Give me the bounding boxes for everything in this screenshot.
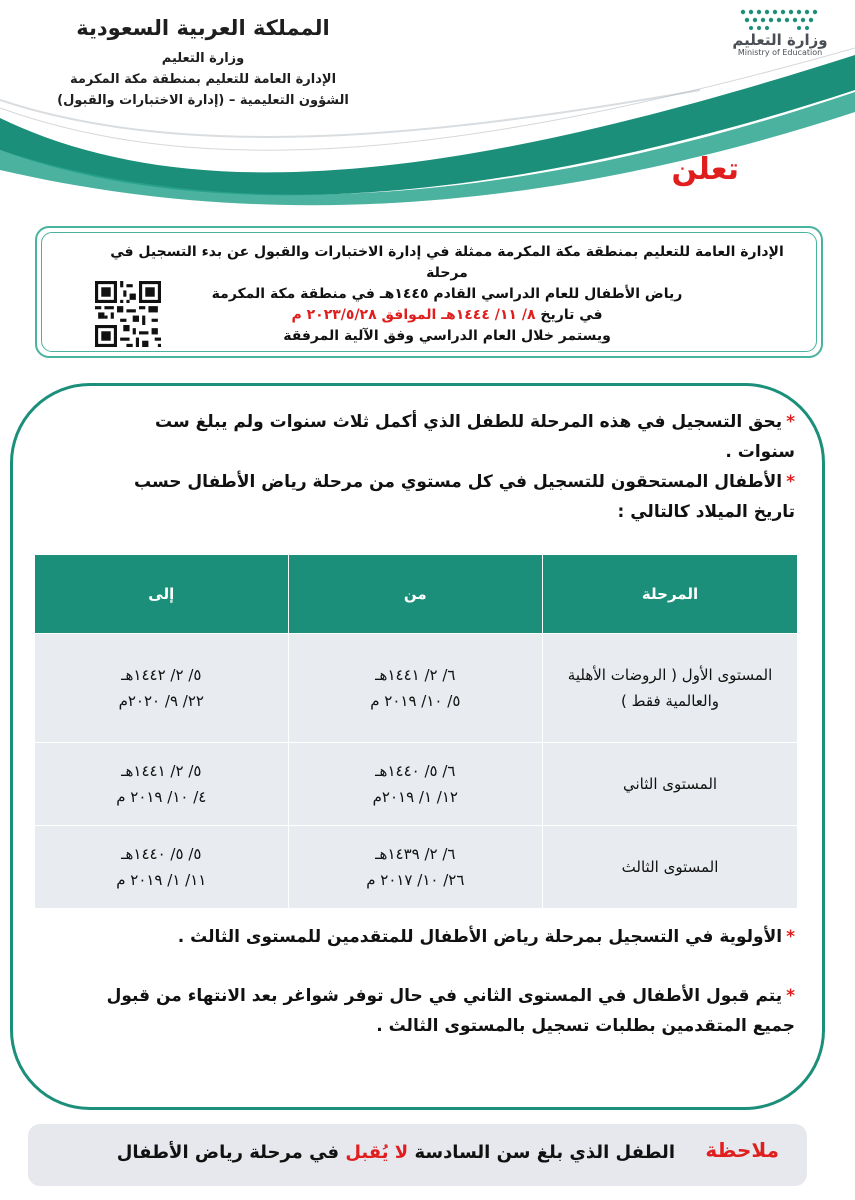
note-label: ملاحظة (705, 1138, 779, 1162)
table-row (35, 634, 798, 743)
bullet-star: * (786, 986, 795, 1006)
intro-text (87, 242, 807, 347)
level-cell: المستوى الثالث (543, 826, 798, 909)
table-row (35, 826, 798, 909)
to-cell (35, 743, 289, 826)
header-level: المرحلة (543, 555, 798, 634)
to-gregorian: ٢٢/ ٩/ ٢٠٢٠م (118, 692, 204, 710)
intro-line-4: ويستمر خلال العام الدراسي وفق الآلية المرفقة (283, 328, 611, 344)
age-table (34, 554, 798, 909)
from-gregorian: ٥/ ١٠/ ٢٠١٩ م (370, 692, 461, 710)
bullet-priority-text: الأولوية في التسجيل بمرحلة رياض الأطفال للمتقدمين للمستوى الثالث . (177, 927, 783, 947)
department-name: الشؤون التعليمية – (إدارة الاختبارات والقبول) (57, 93, 349, 108)
intro-line-2: رياض الأطفال للعام الدراسي القادم ١٤٤٥هـ في منطقة مكة المكرمة (211, 286, 683, 302)
bullet-star: * (786, 472, 795, 492)
bullet-acceptance (95, 981, 795, 1041)
from-cell (288, 634, 543, 743)
level-cell: المستوى الثاني (543, 743, 798, 826)
note-text-after: في مرحلة رياض الأطفال (116, 1142, 340, 1163)
header-text (23, 16, 383, 111)
intro-line-1: الإدارة العامة للتعليم بمنطقة مكة المكرمة ممثلة في إدارة الاختبارات والقبول عن بدء التسجيل في مرحلة (110, 244, 784, 281)
intro-line-3 (87, 305, 807, 326)
header-from: من (288, 555, 543, 634)
bullet-priority (95, 922, 795, 952)
bullet-star: * (786, 412, 795, 432)
bullet-eligible-children-text: الأطفال المستحقون للتسجيل في كل مستوي من مرحلة رياض الأطفال حسب تاريخ الميلاد كالتالي : (133, 472, 795, 522)
intro-date-prefix: في تاريخ (540, 307, 603, 323)
table-header-row (35, 555, 798, 634)
logo-dots-icon (737, 6, 823, 32)
note-bar (28, 1124, 807, 1186)
to-gregorian: ١١/ ١/ ٢٠١٩ م (116, 871, 207, 889)
announce-title: تعلن (671, 152, 739, 187)
from-hijri: ٦/ ٢/ ١٤٤١هـ (375, 666, 456, 684)
from-gregorian: ١٢/ ١/ ٢٠١٩م (372, 788, 458, 806)
from-gregorian: ٢٦/ ١٠/ ٢٠١٧ م (366, 871, 465, 889)
from-hijri: ٦/ ٥/ ١٤٤٠هـ (375, 762, 456, 780)
bullet-acceptance-text: يتم قبول الأطفال في المستوى الثاني في حال توفر شواغر بعد الانتهاء من قبول جميع المتقدمين بطلبات تسجيل بالمستوى الثالث . (106, 986, 795, 1036)
to-hijri: ٥/ ٢/ ١٤٤١هـ (121, 762, 202, 780)
from-cell (288, 743, 543, 826)
directorate-name: الإدارة العامة للتعليم بمنطقة مكة المكرمة (69, 72, 337, 87)
from-hijri: ٦/ ٢/ ١٤٣٩هـ (375, 845, 456, 863)
bullet-eligibility (95, 407, 795, 467)
header-to: إلى (35, 555, 289, 634)
qr-code-icon[interactable] (95, 281, 161, 347)
note-text-red: لا يُقبل (345, 1142, 409, 1163)
ministry-name: وزارة التعليم (161, 51, 245, 66)
note-text-before: الطفل الذي بلغ سن السادسة (414, 1142, 675, 1163)
kingdom-title: المملكة العربية السعودية (76, 16, 330, 40)
from-cell (288, 826, 543, 909)
to-cell (35, 634, 289, 743)
bullet-eligible-children (95, 467, 795, 527)
bullet-star: * (786, 927, 795, 947)
note-text (117, 1142, 675, 1163)
table-row (35, 743, 798, 826)
bullet-eligibility-text: يحق التسجيل في هذه المرحلة للطفل الذي أكمل ثلاث سنوات ولم يبلغ ست سنوات . (155, 412, 795, 462)
ministry-logo (712, 6, 848, 68)
logo-text-ar: وزارة التعليم (732, 31, 828, 49)
intro-box (35, 226, 823, 358)
to-gregorian: ٤/ ١٠/ ٢٠١٩ م (116, 788, 207, 806)
intro-date: ٨/ ١١/ ١٤٤٤هـ الموافق ٢٠٢٣/٥/٢٨ م (291, 307, 536, 323)
to-cell (35, 826, 289, 909)
level-cell: المستوى الأول ( الروضات الأهلية والعالمية فقط ) (543, 634, 798, 743)
logo-text-en: Ministry of Education (737, 48, 823, 57)
to-hijri: ٥/ ٥/ ١٤٤٠هـ (121, 845, 202, 863)
to-hijri: ٥/ ٢/ ١٤٤٢هـ (121, 666, 202, 684)
